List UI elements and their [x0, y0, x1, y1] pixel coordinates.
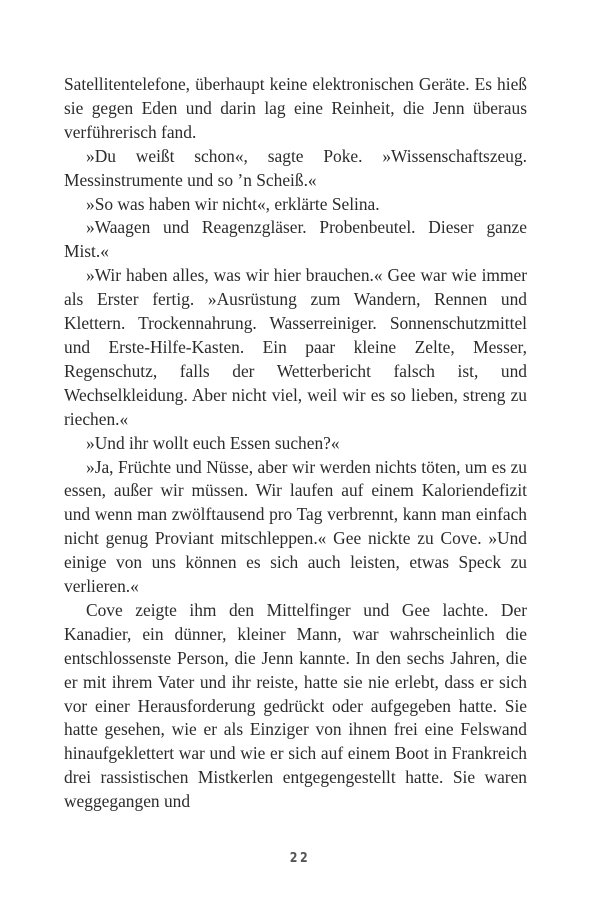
paragraph: Cove zeigte ihm den Mittelfinger und Gee lachte. Der Kanadier, ein dünner, kleiner Mann, war wahrscheinlich die entschlossenste Person, die Jenn kannte. In den sechs Jahren, die er mit ihrem Vater und ihr reiste, hatte sie nie erlebt, dass er sich vor einer Herausforderung gedrückt oder aufgegeben hatte. Sie hatte gesehen, wie er als Einziger von ihnen frei eine Felswand hinaufgeklettert war und wie er sich auf einem Boot in Frankreich drei rassistischen Mistkerlen entgegengestellt hatte. Sie waren weggegangen und — [64, 599, 527, 812]
paragraph: »Und ihr wollt euch Essen suchen?« — [86, 432, 340, 453]
page-body — [64, 73, 527, 814]
page-number: 22 — [289, 851, 311, 866]
paragraph: »Wir haben alles, was wir hier brauchen.« Gee war wie immer als Erster fertig. »Ausrüstung zum Wandern, Rennen und Klettern. Trockennahrung. Wasserreiniger. Sonnenschutzmittel und Erste-Hilfe-Kasten. Ein paar kleine Zelte, Messer, Regenschutz, falls der Wetterbericht falsch ist, und Wechselkleidung. Aber nicht viel, weil wir es so lieben, streng zu riechen.« — [64, 265, 527, 429]
paragraph: »Du weißt schon«, sagte Poke. »Wissenschaftszeug. Messinstrumente und so ’n Scheiß.« — [64, 145, 527, 190]
paragraph: »Ja, Früchte und Nüsse, aber wir werden nichts töten, um es zu essen, außer wir müssen. Wir laufen auf einem Kaloriendefizit und wenn man zwölftausend pro Tag verbrennt, kann man einfach nicht genug Proviant mitschleppen.« Gee nickte zu Cove. »Und einige von uns können es sich auch leisten, etwas Speck zu verlieren.« — [64, 456, 527, 597]
paragraph: »So was haben wir nicht«, erklärte Selina. — [86, 193, 380, 214]
paragraph: Satellitentelefone, überhaupt keine elektronischen Geräte. Es hieß sie gegen Eden und darin lag eine Reinheit, die Jenn überaus verführerisch fand. — [64, 74, 527, 142]
paragraph: »Waagen und Reagenzgläser. Probenbeutel. Dieser ganze Mist.« — [64, 217, 527, 262]
